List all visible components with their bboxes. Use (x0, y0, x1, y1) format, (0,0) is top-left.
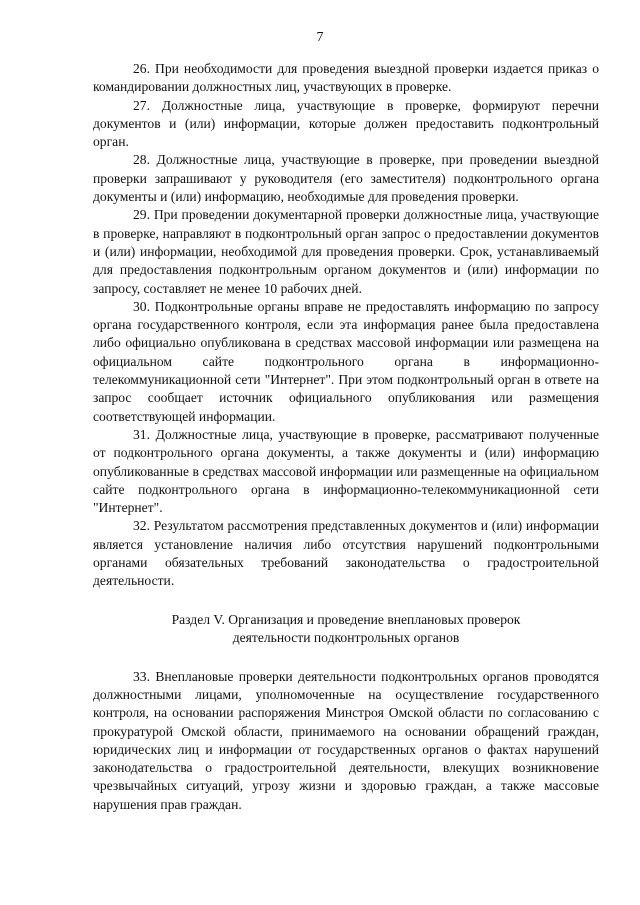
paragraph-28: 28. Должностные лица, участвующие в проверке, при проведении выездной проверки запрашивают у руководителя (его заместителя) подконтрольного органа документы и (или) информацию, необходимые для проведения проверки. (93, 152, 599, 205)
paragraph-27: 27. Должностные лица, участвующие в проверке, формируют перечни документов и (или) информации, которые должен предоставить подконтрольный орган. (93, 97, 599, 150)
section-heading-line-2: деятельности подконтрольных органов (232, 630, 460, 646)
section-heading-line-1: Раздел V. Организация и проведение внеплановых проверок (171, 611, 521, 627)
page-number: 7 (316, 30, 324, 45)
paragraph-26: 26. При необходимости для проведения выездной проверки издается приказ о командировании должностных лиц, участвующих в проверке. (93, 61, 599, 95)
paragraph-32: 32. Результатом рассмотрения представленных документов и (или) информации является установление наличия либо отсутствия нарушений подконтрольными органами обязательных требований законодательства о градостроительной деятельности. (93, 518, 599, 589)
document-body (93, 60, 599, 814)
section-heading (93, 611, 599, 648)
paragraph-30: 30. Подконтрольные органы вправе не предоставлять информацию по запросу органа государственного контроля, если эта информация ранее была предоставлена либо официально опубликована в средствах массовой информации или размещена на официальном сайте подконтрольного органа в информационно-телекоммуникационной сети "Интернет". При этом подконтрольный орган в ответе на запрос сообщает источник официального опубликования или размещения соответствующей информации. (93, 298, 599, 424)
paragraph-31: 31. Должностные лица, участвующие в проверке, рассматривают полученные от подконтрольного органа документы, а также документы и (или) информацию опубликованные в средствах массовой информации или размещенные на официальном сайте подконтрольного органа в информационно-телекоммуникационной сети "Интернет". (93, 426, 599, 516)
paragraph-29: 29. При проведении документарной проверки должностные лица, участвующие в проверке, направляют в подконтрольный орган запрос о предоставлении документов и (или) информации, необходимой для проведения проверки. Срок, устанавливаемый для предоставления подконтрольным органом документов и (или) информации по запросу, составляет не менее 10 рабочих дней. (93, 207, 599, 296)
paragraph-33: 33. Внеплановые проверки деятельности подконтрольных органов проводятся должностными лицами, уполномоченные на осуществление государственного контроля, на основании распоряжения Минстроя Омской области по согласованию с прокуратурой Омской области, принимаемого на основании обращений граждан, юридических лиц и информации от государственных органов о фактах нарушений законодательства о градостроительной деятельности, влекущих возникновение чрезвычайных ситуаций, угрозу жизни и здоровью граждан, а также массовые нарушения прав граждан. (93, 668, 599, 812)
